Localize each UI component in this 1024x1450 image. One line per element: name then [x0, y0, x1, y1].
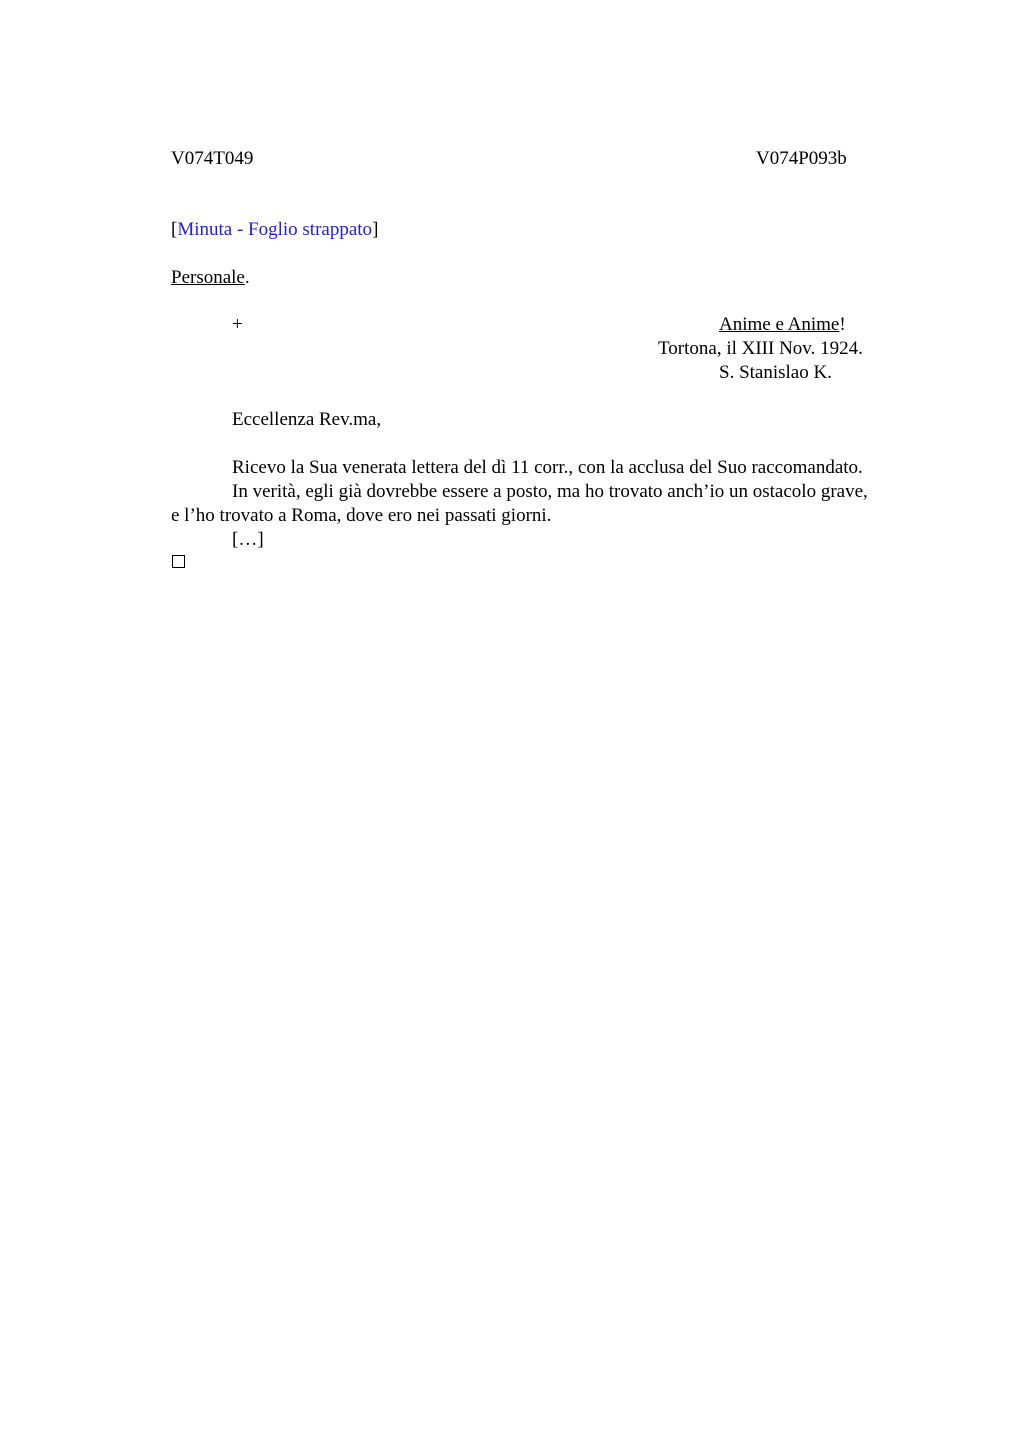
note-text: Minuta - Foglio strappato — [177, 219, 373, 240]
body-line-3: e l’ho trovato a Roma, dove ero nei passati giorni. — [171, 505, 552, 526]
editorial-note — [171, 218, 378, 242]
body-line-1: Ricevo la Sua venerata lettera del dì 11 corr., con la acclusa del Suo raccomandato. — [232, 457, 863, 478]
motto — [719, 313, 846, 337]
cross-symbol: + — [232, 314, 243, 335]
omission-ellipsis: […] — [232, 529, 264, 550]
saint-day: S. Stanislao K. — [719, 362, 832, 383]
motto-punct: ! — [839, 314, 846, 335]
end-square-icon — [172, 555, 185, 568]
personale-word: Personale — [171, 267, 245, 288]
motto-text: Anime e Anime — [719, 314, 840, 335]
document-code-right: V074P093b — [756, 148, 847, 169]
salutation: Eccellenza Rev.ma, — [232, 409, 382, 430]
note-close-bracket: ] — [372, 219, 379, 240]
note-open-bracket: [ — [171, 219, 178, 240]
document-code-left: V074T049 — [171, 148, 254, 169]
body-line-2: In verità, egli già dovrebbe essere a posto, ma ho trovato anch’io un ostacolo grave, — [232, 481, 868, 502]
personale-label — [171, 266, 250, 290]
personale-punct: . — [244, 267, 250, 288]
place-date: Tortona, il XIII Nov. 1924. — [658, 338, 863, 359]
